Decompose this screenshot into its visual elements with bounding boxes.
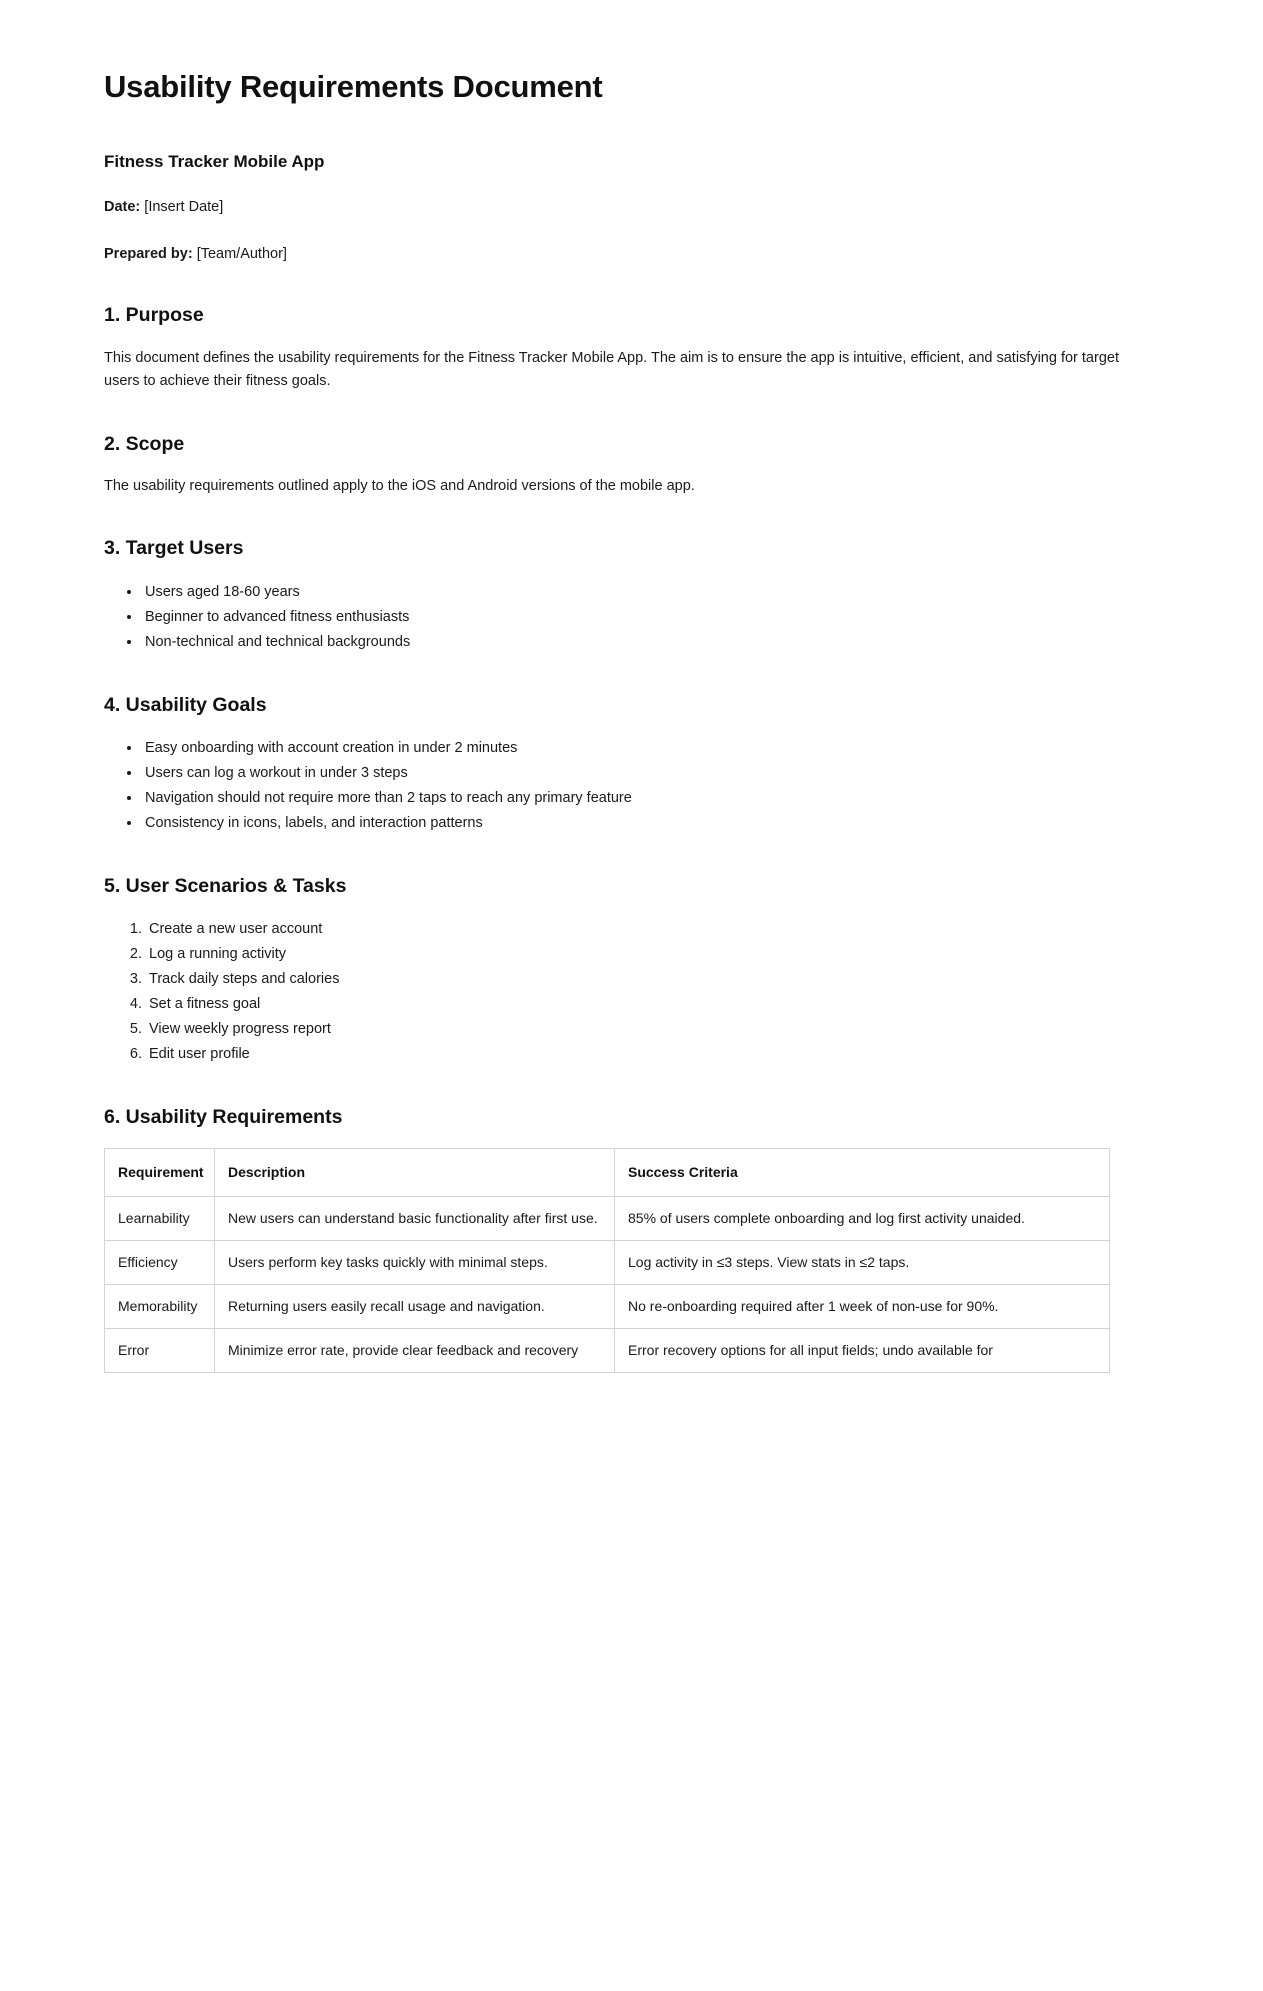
date-value: [Insert Date]: [144, 199, 224, 216]
section-heading-usability-goals: 4. Usability Goals: [104, 693, 267, 716]
target-users-list: [104, 580, 1159, 655]
list-item: • Users can log a workout in under 3 steps: [142, 761, 1159, 786]
list-item: • Consistency in icons, labels, and interaction patterns: [142, 811, 1159, 836]
date-label: Date:: [104, 199, 141, 216]
cell-description: Returning users easily recall usage and navigation.: [215, 1285, 615, 1329]
cell-requirement: Learnability: [105, 1197, 215, 1241]
list-item: 6. Edit user profile: [146, 1042, 1159, 1067]
section-heading-target-users: 3. Target Users: [104, 537, 244, 560]
purpose-text: This document defines the usability requirements for the Fitness Tracker Mobile App. The aim is to ensure the app is intuitive, efficient, and satisfying for target users to achieve their fitness goals.: [104, 349, 1119, 390]
cell-requirement: Error: [105, 1329, 215, 1373]
column-header-description: Description: [215, 1149, 615, 1197]
list-item: • Navigation should not require more than 2 taps to reach any primary feature: [142, 786, 1159, 811]
prepared-by-line: [104, 244, 1159, 265]
list-item: 5. View weekly progress report: [146, 1017, 1159, 1042]
table-row: [105, 1285, 1110, 1329]
prepared-by-value: [Team/Author]: [196, 246, 287, 263]
cell-success-criteria: No re-onboarding required after 1 week of non-use for 90%.: [615, 1285, 1110, 1329]
list-item: • Easy onboarding with account creation in under 2 minutes: [142, 736, 1159, 761]
section-heading-purpose: 1. Purpose: [104, 304, 204, 327]
cell-requirement: Efficiency: [105, 1241, 215, 1285]
cell-success-criteria: 85% of users complete onboarding and log first activity unaided.: [615, 1197, 1110, 1241]
user-scenarios-list: [104, 917, 1159, 1067]
section-heading-usability-requirements: 6. Usability Requirements: [104, 1105, 343, 1128]
list-item: • Non-technical and technical backgrounds: [142, 630, 1159, 655]
list-item: 2. Log a running activity: [146, 942, 1159, 967]
cell-description: Minimize error rate, provide clear feedback and recovery: [215, 1329, 615, 1373]
table-row: [105, 1329, 1110, 1373]
column-header-requirement: Requirement: [105, 1149, 215, 1197]
list-item: 1. Create a new user account: [146, 917, 1159, 942]
cell-success-criteria: Log activity in ≤3 steps. View stats in ≤2 taps.: [615, 1241, 1110, 1285]
document-subtitle: Fitness Tracker Mobile App: [104, 152, 325, 172]
usability-goals-list: [104, 736, 1159, 836]
list-item: 4. Set a fitness goal: [146, 992, 1159, 1017]
cell-requirement: Memorability: [105, 1285, 215, 1329]
cell-description: New users can understand basic functionality after first use.: [215, 1197, 615, 1241]
scope-text: The usability requirements outlined apply to the iOS and Android versions of the mobile app.: [104, 477, 695, 494]
list-item: • Beginner to advanced fitness enthusiasts: [142, 605, 1159, 630]
section-heading-scope: 2. Scope: [104, 432, 185, 455]
section-heading-user-scenarios: 5. User Scenarios & Tasks: [104, 874, 347, 897]
column-header-success-criteria: Success Criteria: [615, 1149, 1110, 1197]
table-row: [105, 1197, 1110, 1241]
table-header-row: [105, 1149, 1110, 1197]
list-item: 3. Track daily steps and calories: [146, 967, 1159, 992]
cell-success-criteria: Error recovery options for all input fields; undo available for: [615, 1329, 1110, 1373]
usability-requirements-table: [104, 1148, 1110, 1373]
list-item: • Users aged 18-60 years: [142, 580, 1159, 605]
prepared-by-label: Prepared by:: [104, 246, 193, 263]
page-title: Usability Requirements Document: [104, 69, 603, 104]
date-line: [104, 197, 1159, 218]
cell-description: Users perform key tasks quickly with minimal steps.: [215, 1241, 615, 1285]
table-row: [105, 1241, 1110, 1285]
